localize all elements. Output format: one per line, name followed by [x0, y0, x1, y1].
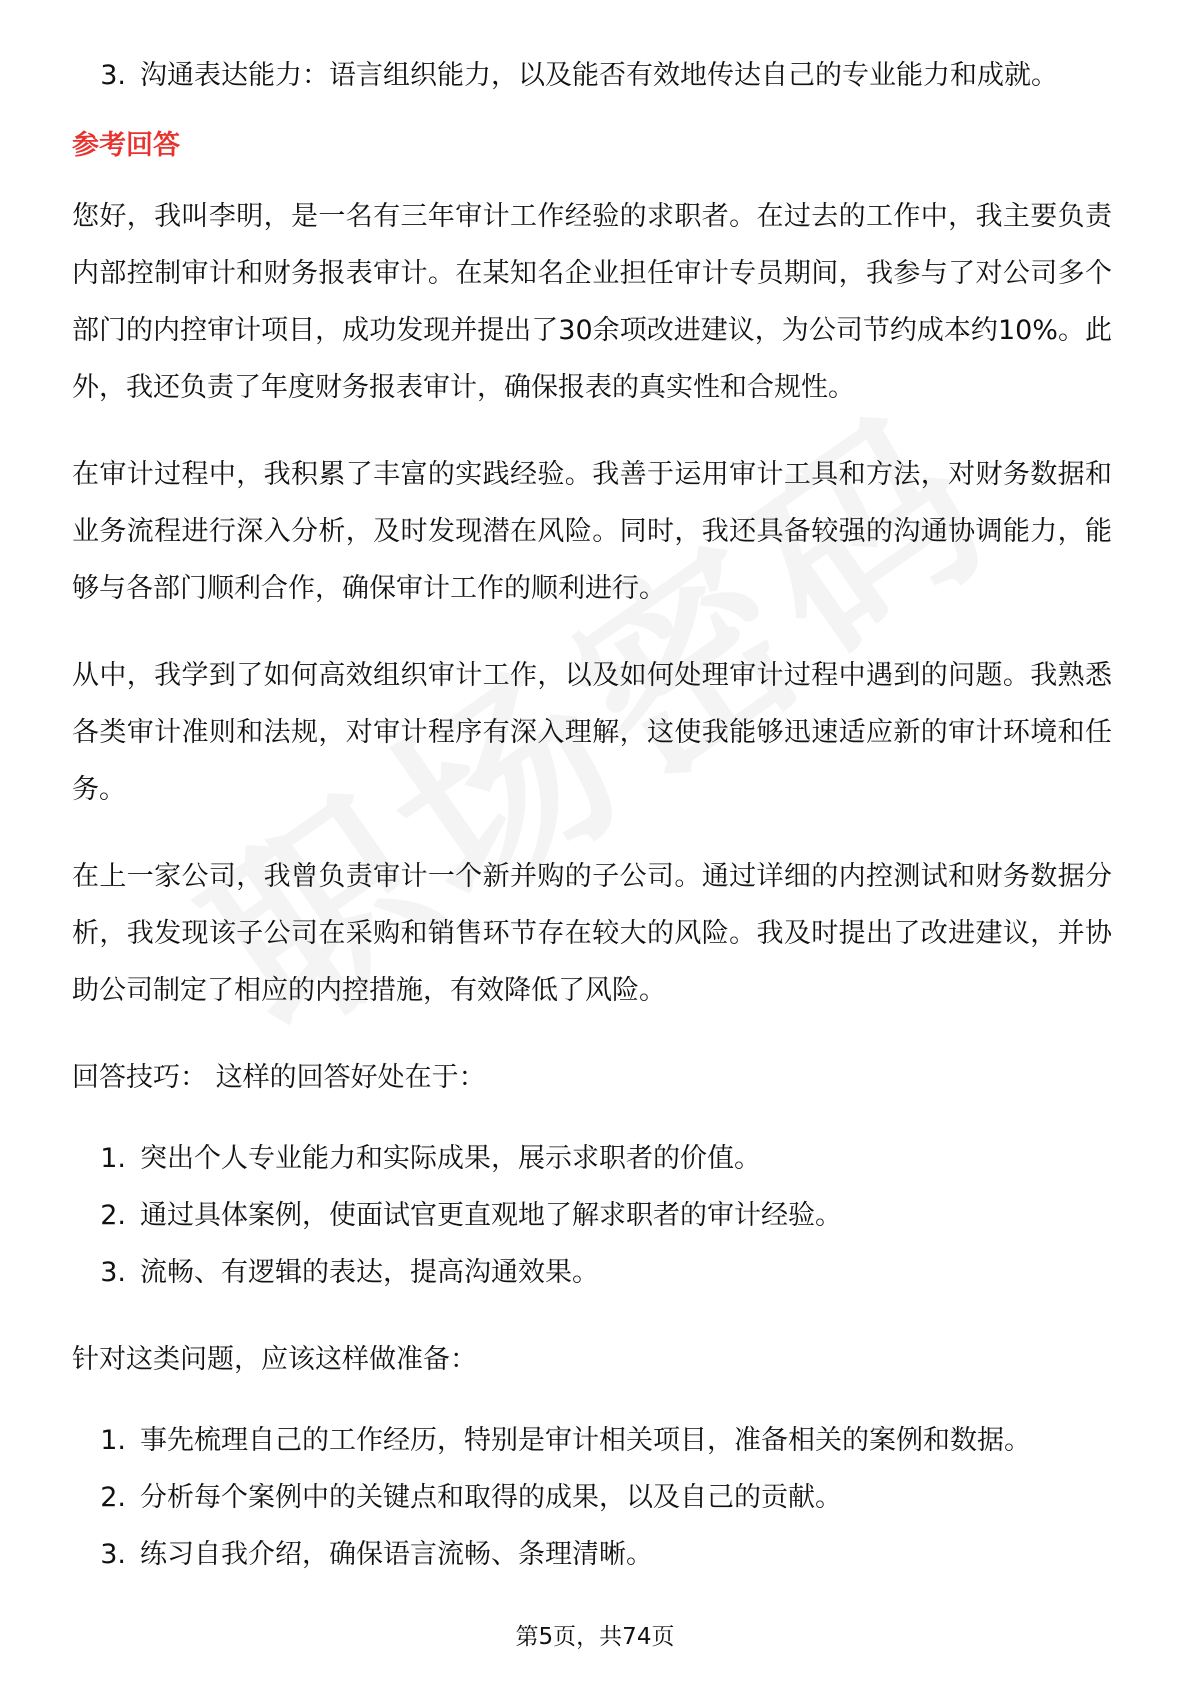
- list-text: 突出个人专业能力和实际成果，展示求职者的价值。: [140, 1143, 761, 1174]
- list-item: [72, 1469, 1112, 1526]
- paragraph: 您好，我叫李明，是一名有三年审计工作经验的求职者。在过去的工作中，我主要负责内部控制审计和财务报表审计。在某知名企业担任审计专员期间，我参与了对公司多个部门的内控审计项目，成功发现并提出了30余项改进建议，为公司节约成本约10%。此外，我还负责了年度财务报表审计，确保报表的真实性和合规性。: [72, 201, 1112, 403]
- list-item: [72, 1412, 1112, 1469]
- list-text: 分析每个案例中的关键点和取得的成果，以及自己的贡献。: [140, 1482, 842, 1513]
- list-number: 3.: [100, 1257, 126, 1288]
- list-item: [72, 1244, 1112, 1301]
- paragraph: 在审计过程中，我积累了丰富的实践经验。我善于运用审计工具和方法，对财务数据和业务流程进行深入分析，及时发现潜在风险。同时，我还具备较强的沟通协调能力，能够与各部门顺利合作，确保审计工作的顺利进行。: [72, 459, 1112, 604]
- tips-intro: 回答技巧： 这样的回答好处在于：: [72, 1062, 486, 1093]
- list-item: [72, 1130, 1112, 1187]
- list-text: 练习自我介绍，确保语言流畅、条理清晰。: [140, 1539, 653, 1570]
- tips-list: [72, 1130, 1112, 1301]
- list-number: 2.: [100, 1482, 126, 1513]
- list-item: [72, 54, 1112, 98]
- list-item: [72, 1187, 1112, 1244]
- list-number: 3.: [100, 60, 126, 91]
- list-number: 1.: [100, 1143, 126, 1174]
- list-text: 沟通表达能力：语言组织能力，以及能否有效地传达自己的专业能力和成就。: [140, 60, 1058, 91]
- page-number-footer: 第5页，共74页: [515, 1624, 675, 1650]
- list-item: [72, 1526, 1112, 1583]
- paragraph: 在上一家公司，我曾负责审计一个新并购的子公司。通过详细的内控测试和财务数据分析，我发现该子公司在采购和销售环节存在较大的风险。我及时提出了改进建议，并协助公司制定了相应的内控措施，有效降低了风险。: [72, 861, 1112, 1006]
- prep-list: [72, 1412, 1112, 1583]
- list-text: 事先梳理自己的工作经历，特别是审计相关项目，准备相关的案例和数据。: [140, 1425, 1031, 1456]
- paragraph: 从中，我学到了如何高效组织审计工作，以及如何处理审计过程中遇到的问题。我熟悉各类审计准则和法规，对审计程序有深入理解，这使我能够迅速适应新的审计环境和任务。: [72, 660, 1112, 805]
- list-number: 1.: [100, 1425, 126, 1456]
- page-content: [72, 54, 1112, 1583]
- list-text: 通过具体案例，使面试官更直观地了解求职者的审计经验。: [140, 1200, 842, 1231]
- section-heading: 参考回答: [72, 130, 180, 161]
- list-number: 3.: [100, 1539, 126, 1570]
- prep-intro: 针对这类问题，应该这样做准备：: [72, 1344, 477, 1375]
- list-text: 流畅、有逻辑的表达，提高沟通效果。: [140, 1257, 599, 1288]
- list-number: 2.: [100, 1200, 126, 1231]
